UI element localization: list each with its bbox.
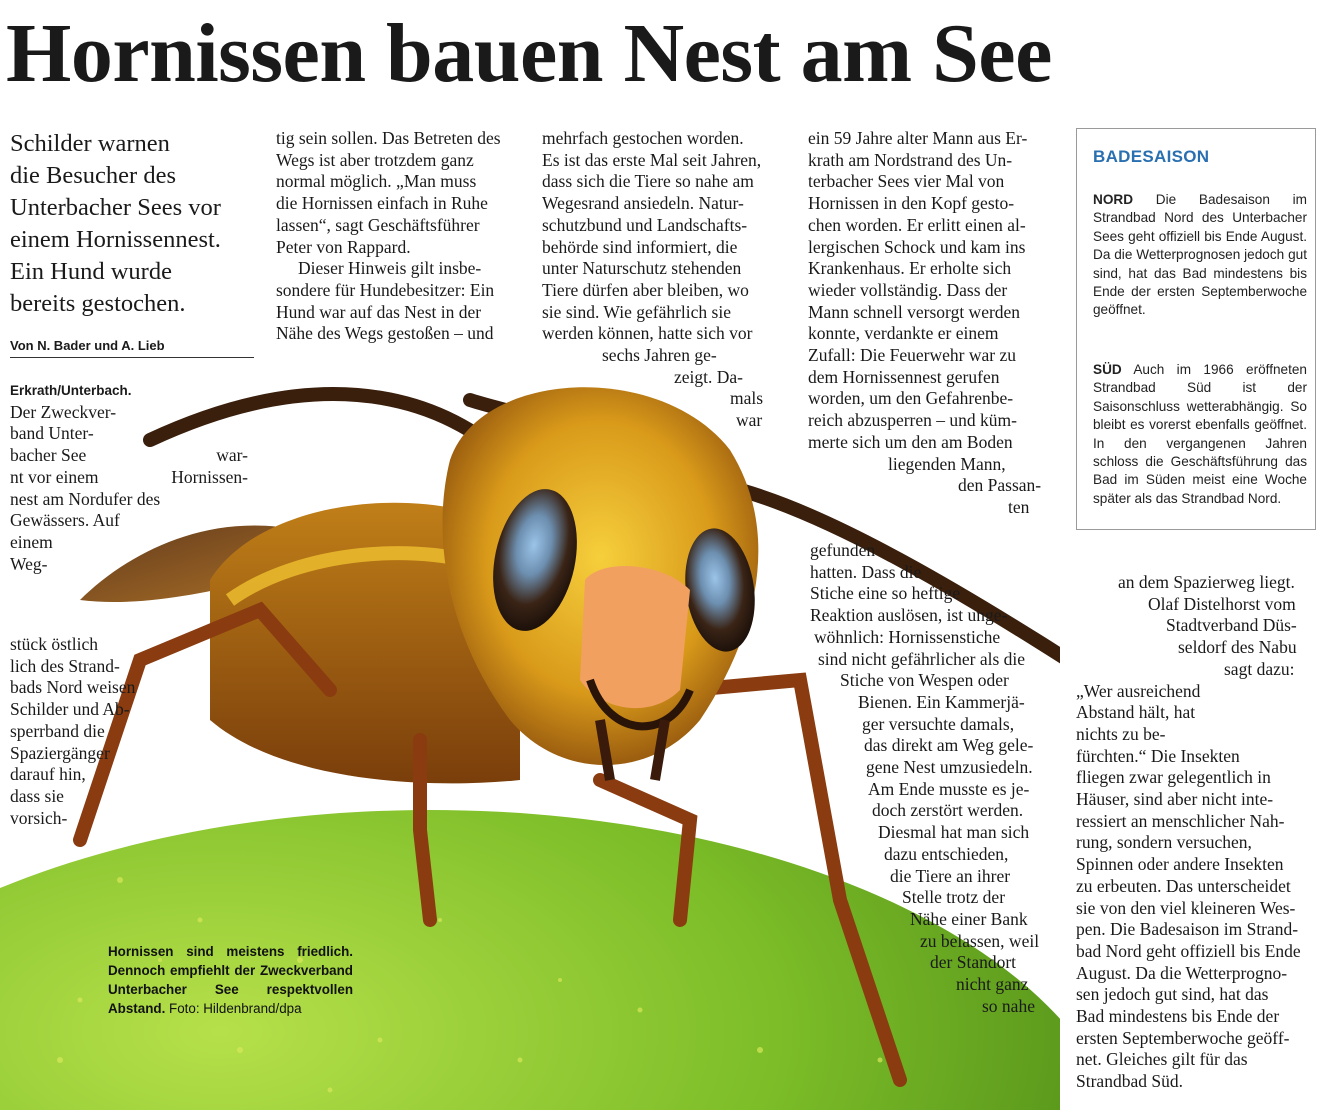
text-line: Krankenhaus. Er erholte sich [808,258,1012,279]
text-line [10,467,248,489]
intro-line: einem Hornissennest. [10,226,221,253]
text-line: Tiere dürfen aber bleiben, wo [542,279,749,300]
text-line: war [736,410,763,431]
text-line: nicht ganz [956,974,1029,995]
text-line: dem Hornissennest gerufen [808,366,1000,387]
text-line: sechs Jahren ge- [602,345,717,366]
text-line: Am Ende musste es je- [868,778,1030,799]
info-box-sued [1093,361,1307,508]
text-line: wieder vollständig. Dass der [808,279,1008,300]
text-line: wöhnlich: Hornissenstiche [814,626,1001,647]
text-line: doch zerstört werden. [872,800,1024,821]
text-line: die Hornissen einfach in Ruhe [276,193,488,214]
text-line: konnte, verdankte er einem [808,323,999,344]
text-line: Nähe einer Bank [910,908,1028,929]
text-line: Stiche von Wespen oder [840,670,1009,691]
text-line: das direkt am Weg gele- [864,735,1034,756]
article-column-3 [542,128,788,432]
text-line: sie sind. Wie gefährlich sie [542,301,731,322]
text-line: Stadtverband Düs- [1166,615,1297,636]
text-line: vorsich- [10,807,68,828]
text-line: net. Gleiches gilt für das [1076,1049,1248,1070]
text-line: Zufall: Die Feuerwehr war zu [808,345,1016,366]
text-line: Peter von Rappard. [276,236,411,257]
text-line: lassen“, sagt Geschäftsführer [276,214,480,235]
text-fragment: bacher See [10,445,87,466]
text-line: tig sein sollen. Das Betreten des [276,128,501,148]
article-column-5 [1076,572,1318,1093]
text-line: Olaf Distelhorst vom [1148,593,1296,614]
text-line: den Passan- [958,475,1042,496]
text-line: chen worden. Er erlitt einen al- [808,214,1026,235]
text-line: lergischen Schock und kam ins [808,236,1026,257]
text-line: Wegesrand ansiedeln. Natur- [542,193,744,214]
article-column-1 [10,380,246,575]
text-line: bads Nord weisen [10,677,136,698]
text-line: sondere für Hundebesitzer: Ein [276,279,495,300]
info-box-badesaison [1076,128,1316,530]
intro-line: Schilder warnen [10,130,170,157]
text-line: normal möglich. „Man muss [276,171,477,192]
intro-line: Ein Hund wurde [10,258,172,285]
intro-teaser [10,128,255,320]
text-line: unter Naturschutz stehenden [542,258,742,279]
text-line: zu belassen, weil [920,930,1040,951]
text-line: fliegen zwar gelegentlich in [1076,767,1271,788]
text-line: pen. Die Badesaison im Strand- [1076,919,1299,940]
dateline: Erkrath/Unterbach. [10,383,132,398]
text-line: ger versuchte damals, [862,713,1015,734]
text-line: merte sich um den am Boden [808,431,1013,452]
text-line: sen jedoch gut sind, hat das [1076,984,1269,1005]
text-line: sind nicht gefährlicher als die [818,648,1026,669]
text-line: Gewässers. Auf [10,510,120,531]
caption-text: Hornissen sind meistens friedlich. Dennoch empfiehlt der Zweckverband Unterbacher See respektvollen Abstand. [108,944,353,1016]
text-line: werden können, hatte sich vor [542,323,753,344]
text-line: ein 59 Jahre alter Mann aus Er- [808,128,1028,148]
text-fragment: nt vor einem [10,466,99,487]
text-line: Wegs ist aber trotzdem ganz [276,149,474,170]
text-line: dazu entschieden, [884,843,1009,864]
text-line: Stiche eine so heftige [810,583,961,604]
text-line: so nahe [982,995,1035,1016]
text-line: dass sich die Tiere so nahe am [542,171,754,192]
info-box-nord [1093,191,1307,320]
text-line: Mann schnell versorgt werden [808,301,1021,322]
text-line: „Wer ausreichend [1076,680,1201,701]
info-box-sued-label: SÜD [1093,362,1122,377]
text-line: terbacher Sees vier Mal von [808,171,1005,192]
text-line: der Standort [930,952,1017,973]
article-column-4 [808,128,1054,519]
text-line: Spaziergänger [10,742,110,763]
text-line: schutzbund und Landschafts- [542,214,748,235]
text-line: hatten. Dass die [810,561,922,582]
text-line: ersten Septemberwoche geöff- [1076,1027,1290,1048]
text-line: an dem Spazierweg liegt. [1118,572,1295,592]
article-column-1-lower [10,634,190,829]
text-line: ten [1008,496,1030,517]
text-line: reich abzusperren – und küm- [808,410,1017,431]
text-line: ressiert an menschlicher Nah- [1076,810,1285,831]
intro-line: Unterbacher Sees vor [10,194,221,221]
text-line: lich des Strand- [10,655,120,676]
text-line: Strandbad Süd. [1076,1071,1183,1092]
text-line: sperrband die [10,720,105,741]
text-fragment: Hornissen- [171,466,248,487]
text-line: einem [10,531,53,552]
text-line: worden, um den Gefahrenbe- [808,388,1014,409]
byline: Von N. Bader und A. Lieb [10,338,254,358]
article-column-4-lower [810,540,1056,1017]
text-line: Es ist das erste Mal seit Jahren, [542,149,762,170]
text-fragment: war- [216,445,248,466]
text-line: die Tiere an ihrer [890,865,1011,886]
text-line: mals [730,388,764,409]
text-line: Dieser Hinweis gilt insbe- [298,258,482,279]
info-box-sued-text: Auch im 1966 eröffneten Strandbad Süd ist der Saisonschluss wetterabhängig. So bleibt es vorerst ebenfalls geöffnet. In den vergangenen Jahren schloss die Geschäftsführung das Bad im Süden meist eine Woche später als das Strandbad Nord. [1093,362,1307,506]
text-line: sie von den viel kleineren Wes- [1076,897,1296,918]
text-line: Abstand hält, hat [1076,702,1196,723]
text-line: band Unter- [10,423,94,444]
text-line: gefunden [810,540,876,560]
text-line: Reaktion auslösen, ist unge- [810,605,1008,626]
text-line: krath am Nordstrand des Un- [808,149,1013,170]
text-line: stück östlich [10,634,98,654]
article-column-2 [276,128,522,345]
text-line: Häuser, sind aber nicht inte- [1076,789,1274,810]
text-line: liegenden Mann, [888,453,1006,474]
photo-credit: Foto: Hildenbrand/dpa [169,1001,302,1016]
info-box-nord-label: NORD [1093,192,1134,207]
text-line [10,445,248,467]
text-line: rung, sondern versuchen, [1076,832,1252,853]
text-line: nest am Nordufer des [10,488,161,509]
intro-line: bereits gestochen. [10,290,186,317]
text-line: Schilder und Ab- [10,699,130,720]
text-line: zu erbeuten. Das unterscheidet [1076,875,1291,896]
text-line: gene Nest umzusiedeln. [866,757,1033,778]
text-line: Hornissen in den Kopf gesto- [808,193,1015,214]
text-line: Bad mindestens bis Ende der [1076,1006,1280,1027]
text-line: Weg- [10,553,48,574]
text-line: mehrfach gestochen worden. [542,128,744,148]
text-line: nichts zu be- [1076,723,1166,744]
text-line: seldorf des Nabu [1178,637,1297,658]
text-line: zeigt. Da- [674,366,743,387]
text-line: August. Da die Wetterprogno- [1076,962,1288,983]
text-line: Nähe des Wegs gestoßen – und [276,323,494,344]
text-line: Hund war auf das Nest in der [276,301,482,322]
text-line: dass sie [10,785,64,806]
text-line: sagt dazu: [1224,658,1295,679]
text-line: Diesmal hat man sich [878,822,1030,843]
text-line: behörde sind informiert, die [542,236,738,257]
photo-caption [108,942,353,1018]
intro-line: die Besucher des [10,162,176,189]
text-line: darauf hin, [10,764,86,785]
text-line: fürchten.“ Die Insekten [1076,745,1240,766]
text-line: Bienen. Ein Kammerjä- [858,691,1025,712]
info-box-nord-text: Die Badesaison im Strandbad Nord des Unterbacher Sees geht offiziell bis Ende August. Da die Wetterprognosen jedoch gut sind, hat das Bad mindestens bis Ende der ersten Septemberwoche geöffnet. [1093,192,1307,318]
text-line: Spinnen oder andere Insekten [1076,854,1284,875]
text-line: bad Nord geht offiziell bis Ende [1076,940,1301,961]
text-line: Stelle trotz der [902,887,1006,908]
headline: Hornissen bauen Nest am See [6,7,1052,100]
text-line: Der Zweckver- [10,401,117,422]
info-box-title: BADESAISON [1093,147,1210,166]
